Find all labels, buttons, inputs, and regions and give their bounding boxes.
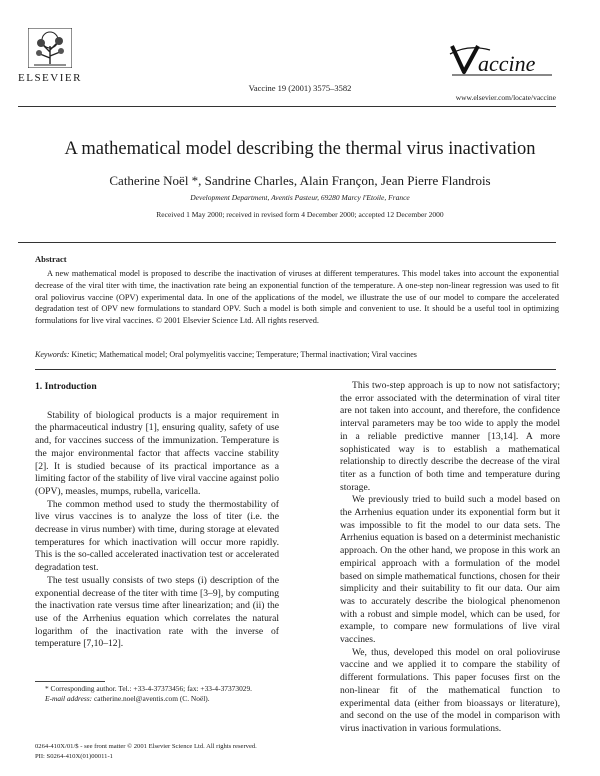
elsevier-logo: [18, 28, 82, 88]
footnote-email[interactable]: catherine.noel@aventis.com (C. Noël).: [94, 694, 210, 703]
copyright-line: 0264-410X/01/$ - see front matter © 2001 Elsevier Science Ltd. All rights reserved.: [35, 743, 257, 750]
journal-citation: Vaccine 19 (2001) 3575–3582: [248, 83, 352, 93]
footnote-divider: [35, 681, 105, 682]
keywords-line: [35, 350, 559, 359]
vaccine-journal-logo: [448, 42, 558, 78]
header-divider: [18, 106, 556, 107]
svg-text:accine: accine: [478, 51, 536, 76]
abstract-heading: Abstract: [35, 254, 67, 264]
paragraph: The common method used to study the thermostability of live virus vaccines is to analyze the loss of titer (i.e. the decrease in virus number) with time, during storage at elevated temperatures for which inactivation will occur more rapidly. This is the so-called accelerated inactivation test or accelerated degradation test.: [35, 498, 279, 574]
abstract-top-divider: [18, 242, 556, 243]
vaccine-logo-icon: [448, 42, 558, 78]
journal-url[interactable]: www.elsevier.com/locate/vaccine: [455, 93, 556, 102]
received-dates: Received 1 May 2000; received in revised form 4 December 2000; accepted 12 December 2000: [156, 210, 444, 219]
keywords-list: Kinetic; Mathematical model; Oral polymyelitis vaccine; Temperature; Thermal inactivation; Viral vaccines: [71, 350, 417, 359]
copyright-footer: [35, 742, 257, 761]
article-title: A mathematical model describing the thermal virus inactivation: [64, 139, 536, 159]
footnote: [35, 684, 279, 704]
keywords-label: Keywords:: [35, 350, 70, 359]
paragraph: This two-step approach is up to now not satisfactory; the error associated with the determination of viral titer are not taken into account, and therefore, the confidence interval parameters may be too wide to apply the model in a reliable predictive manner [13,14]. A more sophisticated way is to establish a mathematical relationship to directly describe the decrease of the viral titer as a function of both time and temperature during storage.: [340, 380, 560, 493]
right-column: [340, 380, 560, 736]
left-column: [35, 381, 279, 651]
paragraph: We previously tried to build such a model based on the Arrhenius equation under its exponential form but it was impossible to fit the model to our data sets. The Arrhenius equation is based on a determinist mechanistic approach. On the other hand, we propose in this work an empirical approach with a formulation of the model based on simple mathematical functions, chosen for their simplicity and their suitability to fit our data. Our aim was to accurately describe the biological phenomenon with a robust and simple model, which can be used, for example, to compare new formulations of live viral vaccines.: [340, 494, 560, 646]
paragraph: We, thus, developed this model on oral polioviruse vaccine and we applied it to compare the stability of different formulations. This paper focuses first on the non-linear fit of the mathematical function to experimental data (either from bioassays or literature), and second on the use of the model in comparison with virus inactivation in various formulations.: [340, 646, 560, 734]
paragraph: Stability of biological products is a major requirement in the pharmaceutical industry [1], ensuring quality, safety of use and, for vaccines success of the immunization. Temperature is the major environmental factor that affects vaccine stability [2]. It is studied because of its practical importance as a limiting factor of the stability of live viral vaccine against polio (OPV), measles, mumps, rubella, varicella.: [35, 409, 279, 497]
pii-line: PII: S0264-410X(01)00011-1: [35, 752, 113, 760]
author-affiliation: Development Department, Aventis Pasteur, 69280 Marcy l'Etoile, France: [190, 193, 410, 202]
elsevier-tree-icon: [28, 28, 72, 68]
paragraph: The test usually consists of two steps (i) description of the exponential decrease of the titer with time [3–9], by computing the inactivation rate versus time after linearization; and (ii) the use of the Arrhenius equation which correlates the natural logarithm of the inactivation rate with the inverse of temperature [7,10–12].: [35, 574, 279, 650]
abstract-bottom-divider: [35, 369, 556, 370]
article-authors: Catherine Noël *, Sandrine Charles, Alain Françon, Jean Pierre Flandrois: [109, 173, 491, 188]
abstract-text: A new mathematical model is proposed to describe the inactivation of viruses at different temperatures. This model takes into account the exponential decrease of the viral titer with time, the inactivation rate being an exponential function of the temperature. A one-step non-linear regression was used to fit oral poliovirus vaccine (OPV) experimental data. In one of the applications of the model, we illustrate the use of our model to compare the accelerated degradation test of OPV new formulations to standard OPV. Such a model is both simple and convenient to use. It should be a useful tool in optimizing formulations for live viral vaccines. © 2001 Elsevier Science Ltd. All rights reserved.: [35, 269, 559, 326]
footnote-email-label: E-mail address:: [45, 694, 93, 703]
footnote-corresponding: * Corresponding author. Tel.: +33-4-37373456; fax: +33-4-37373029.: [45, 684, 252, 693]
publisher-name: ELSEVIER: [18, 72, 82, 84]
section-heading-introduction: 1. Introduction: [35, 381, 97, 392]
